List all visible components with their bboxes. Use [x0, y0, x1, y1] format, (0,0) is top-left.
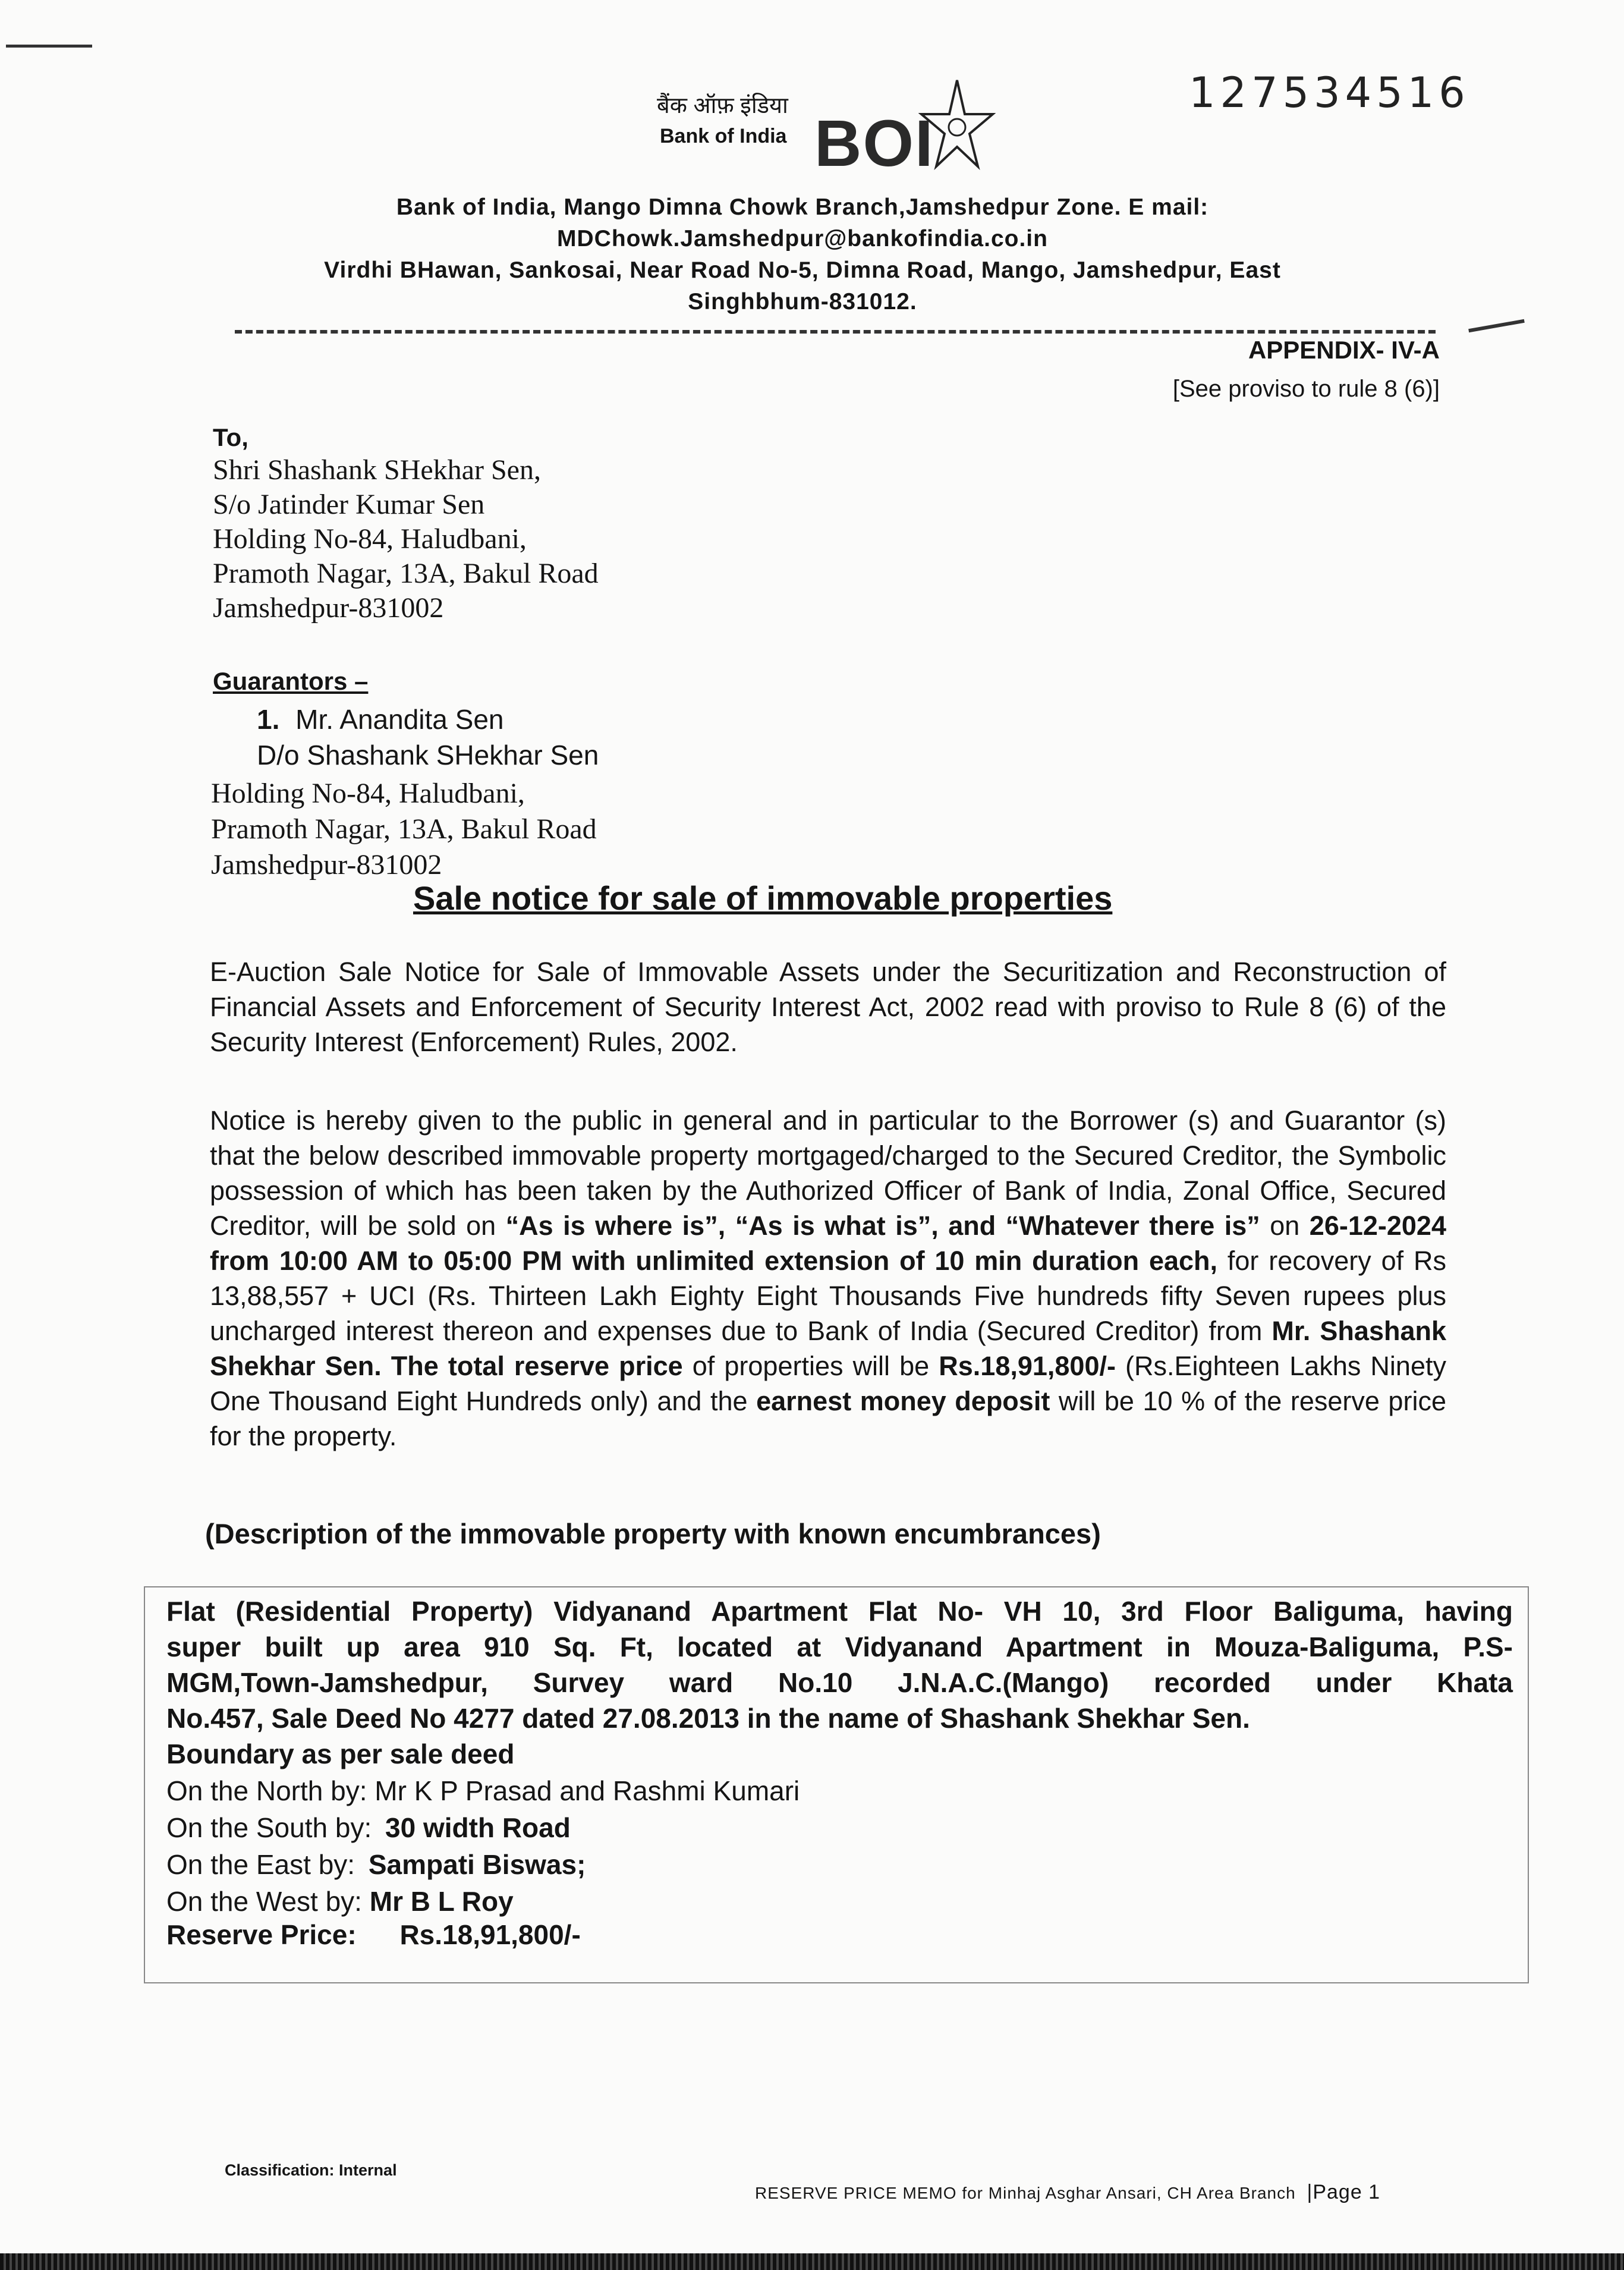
header-email: MDChowk.Jamshedpur@bankofindia.co.in: [557, 226, 1048, 251]
property-line: MGM,Town-Jamshedpur, Survey ward No.10 J.N.A.C.(Mango) recorded under Khata: [166, 1667, 1513, 1698]
property-description-box: [144, 1586, 1529, 1983]
star-icon: [918, 77, 996, 172]
guarantor-address-line: Holding No-84, Haludbani,: [211, 778, 525, 809]
sale-basis: “As is where is”, “As is what is”, and “Whatever there is”: [505, 1211, 1260, 1241]
description-heading: (Description of the immovable property with known encumbrances): [205, 1518, 1101, 1549]
notice-text: for recovery of Rs 13,88,557 + UCI (Rs. Thirteen Lakh Eighty Eight Thousands Five hundreds fifty Seven rupees plus uncharged interest thereon and expenses due to Bank of India (Secured Creditor) from: [210, 1246, 1446, 1346]
guarantors-heading: Guarantors –: [213, 667, 369, 695]
notice-text: on: [1260, 1211, 1310, 1241]
north-label: On the North by:: [166, 1775, 367, 1806]
pen-mark: [1468, 319, 1525, 332]
header-line-3: Virdhi BHawan, Sankosai, Near Road No-5, Dimna Road, Mango, Jamshedpur, East: [324, 257, 1281, 283]
header-divider: [235, 330, 1436, 334]
addressee-line: Shri Shashank SHekhar Sen,: [213, 454, 541, 486]
notice-text: Notice is hereby given to the public in general and in particular to the Borrower (s) and Guarantor (s) that the below described immovable property mortgaged/charged to the Secured Creditor, the Symbolic possession of which has been taken by the Authorized Officer of Bank of India, Zonal Office, Secured Creditor, will be sold on: [210, 1105, 1446, 1241]
guarantor-address: [211, 776, 597, 883]
notice-title: Sale notice for sale of immovable properties: [413, 879, 1113, 917]
notice-text: will be 10 % of the reserve price for the property.: [210, 1386, 1446, 1451]
branch-header: [208, 191, 1397, 317]
to-label: To,: [213, 423, 248, 451]
reserve-price-row: [166, 1917, 1513, 1954]
boundary-west: [166, 1884, 1513, 1917]
footer-memo: RESERVE PRICE MEMO for Minhaj Asghar Ansari, CH Area Branch: [755, 2184, 1296, 2202]
guarantor-address-line: Pramoth Nagar, 13A, Bakul Road: [211, 813, 597, 845]
classification-label: Classification: Internal: [225, 2161, 397, 2179]
guarantor-relation: D/o Shashank SHekhar Sen: [257, 740, 599, 771]
west-value: Mr B L Roy: [369, 1886, 514, 1917]
bank-logo: [657, 77, 990, 178]
notice-text: of properties will be: [682, 1351, 939, 1381]
handwritten-reference-number: 127534516: [1189, 68, 1470, 117]
east-value: Sampati Biswas;: [368, 1849, 586, 1880]
header-line-1: Bank of India, Mango Dimna Chowk Branch,Jamshedpur Zone. E mail:: [396, 194, 1209, 220]
north-value: Mr K P Prasad and Rashmi Kumari: [374, 1775, 800, 1806]
logo-hindi-text: बैंक ऑफ़ इंडिया: [657, 93, 788, 118]
logo-acronym: BOI: [814, 107, 934, 180]
proviso-reference: [See proviso to rule 8 (6)]: [1172, 376, 1440, 402]
reserve-price-value: Rs.18,91,800/-: [399, 1919, 581, 1950]
east-label: On the East by:: [166, 1849, 355, 1880]
notice-text: (Rs.Eighteen Lakhs Ninety One Thousand Eight Hundreds only) and the: [210, 1351, 1446, 1416]
reserve-price: Rs.18,91,800/-: [939, 1351, 1116, 1381]
addressee-line: Jamshedpur-831002: [213, 592, 444, 624]
addressee-block: [213, 453, 599, 625]
guarantor-number: 1.: [257, 704, 280, 735]
boundary-north: [166, 1773, 1513, 1810]
auction-date-time: 26-12-2024 from 10:00 AM to 05:00 PM with unlimited extension of 10 min duration each,: [210, 1211, 1446, 1276]
scan-edge: [0, 2253, 1624, 2270]
page-number: |Page 1: [1307, 2181, 1381, 2203]
boundary-east: [166, 1847, 1513, 1884]
boundary-south: [166, 1810, 1513, 1847]
south-value: 30 width Road: [385, 1812, 571, 1843]
scan-mark: [6, 45, 92, 48]
guarantor-name: Mr. Anandita Sen: [295, 704, 504, 735]
addressee-line: Pramoth Nagar, 13A, Bakul Road: [213, 558, 599, 589]
addressee-line: S/o Jatinder Kumar Sen: [213, 489, 485, 520]
west-label: On the West by:: [166, 1886, 362, 1917]
header-line-4: Singhbhum-831012.: [688, 289, 917, 315]
property-line: No.457, Sale Deed No 4277 dated 27.08.2013 in the name of Shashank Shekhar Sen.: [166, 1703, 1250, 1734]
boundary-heading: Boundary as per sale deed: [166, 1738, 515, 1769]
guarantor-name-line: [257, 703, 504, 735]
logo-english-text: Bank of India: [660, 125, 787, 147]
appendix-label: APPENDIX- IV-A: [1248, 336, 1440, 364]
south-label: On the South by:: [166, 1812, 372, 1843]
property-line: Flat (Residential Property) Vidyanand Apartment Flat No- VH 10, 3rd Floor Baliguma, having: [166, 1596, 1513, 1627]
guarantor-address-line: Jamshedpur-831002: [211, 849, 442, 881]
property-line: super built up area 910 Sq. Ft, located at Vidyanand Apartment in Mouza-Baliguma, P.S-: [166, 1631, 1513, 1662]
reserve-price-label: Reserve Price:: [166, 1919, 357, 1950]
page-footer: [755, 2181, 1380, 2204]
emd-label: earnest money deposit: [756, 1386, 1050, 1416]
addressee-line: Holding No-84, Haludbani,: [213, 523, 527, 555]
borrower-name: Mr. Shashank Shekhar Sen. The total reserve price: [210, 1316, 1447, 1381]
notice-paragraph: [210, 1103, 1446, 1454]
intro-paragraph: E-Auction Sale Notice for Sale of Immovable Assets under the Securitization and Reconstruction of Financial Assets and Enforcement of Security Interest Act, 2002 read with proviso to Rule 8 (6) of the Security Interest (Enforcement) Rules, 2002.: [210, 957, 1446, 1057]
